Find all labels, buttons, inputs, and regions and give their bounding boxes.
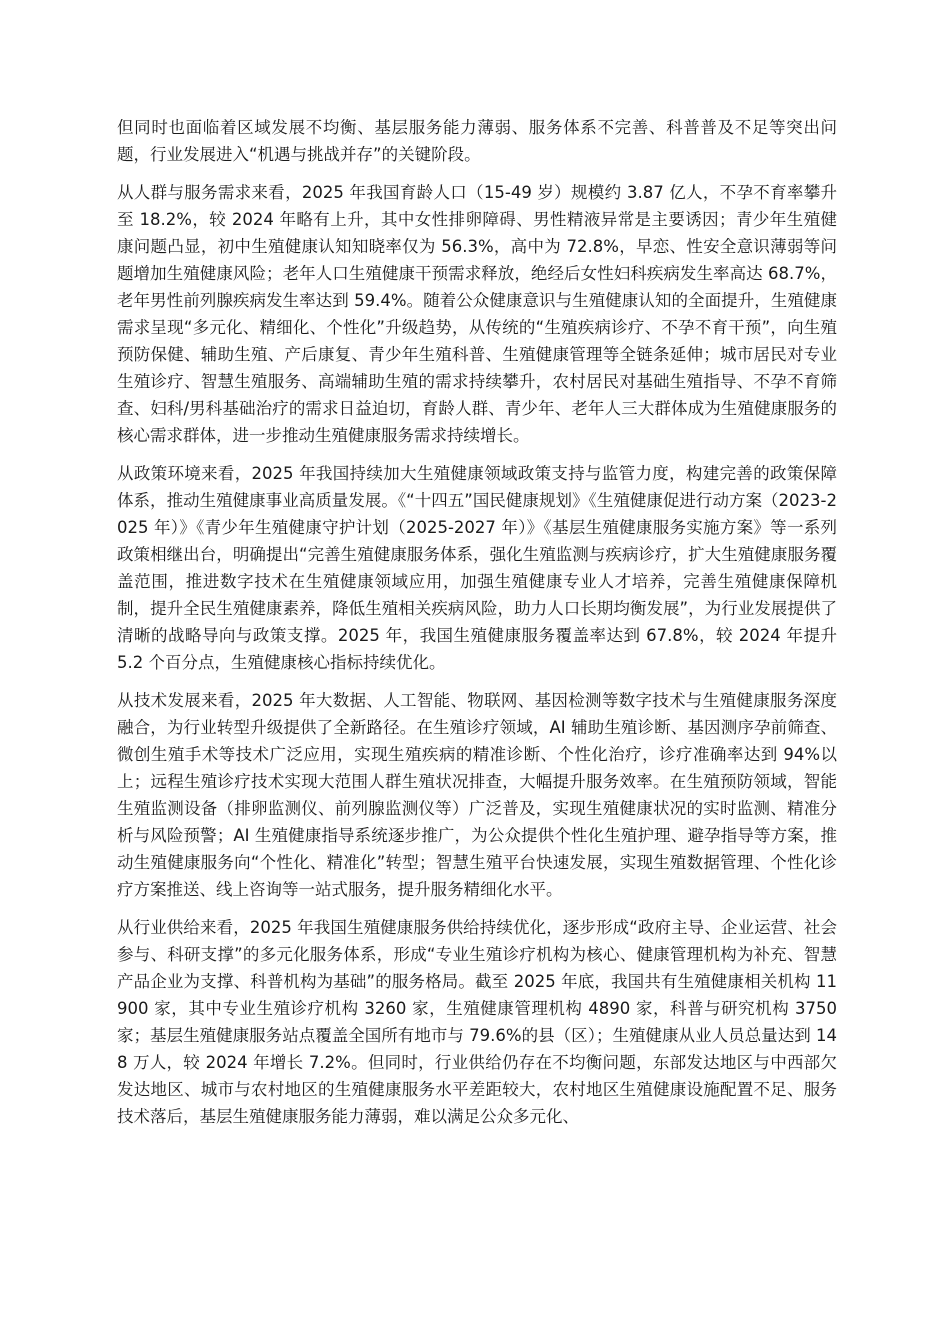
paragraph-industry-supply: 从行业供给来看，2025 年我国生殖健康服务供给持续优化，逐步形成“政府主导、企业运营、社会参与、科研支撑”的多元化服务体系，形成“专业生殖诊疗机构为核心、健康管理机构为补充、智慧产品企业为支撑、科普机构为基础”的服务格局。截至 2025 年底，我国共有生殖健康相关机构 11900 家，其中专业生殖诊疗机构 3260 家，生殖健康管理机构 4890 家，科普与研究机构 3750 家；基层生殖健康服务站点覆盖全国所有地市与 79.6%的县（区）；生殖健康从业人员总量达到 148 万人，较 2024 年增长 7.2%。但同时，行业供给仍存在不均衡问题，东部发达地区与中西部欠发达地区、城市与农村地区的生殖健康服务水平差距较大，农村地区生殖健康设施配置不足、服务技术落后，基层生殖健康服务能力薄弱，难以满足公众多元化、: [117, 918, 837, 1126]
paragraph-intro-continuation: 但同时也面临着区域发展不均衡、基层服务能力薄弱、服务体系不完善、科普普及不足等突出问题，行业发展进入“机遇与挑战并存”的关键阶段。: [117, 118, 837, 164]
paragraph-population-demand: 从人群与服务需求来看，2025 年我国育龄人口（15-49 岁）规模约 3.87 亿人，不孕不育率攀升至 18.2%，较 2024 年略有上升，其中女性排卵障碍、男性精液异常是主要诱因；青少年生殖健康问题凸显，初中生殖健康认知知晓率仅为 56.3%，高中为 72.8%，早恋、性安全意识薄弱等问题增加生殖健康风险；老年人口生殖健康干预需求释放，绝经后女性妇科疾病发生率高达 68.7%，老年男性前列腺疾病发生率达到 59.4%。随着公众健康意识与生殖健康认知的全面提升，生殖健康需求呈现“多元化、精细化、个性化”升级趋势，从传统的“生殖疾病诊疗、不孕不育干预”，向生殖预防保健、辅助生殖、产后康复、青少年生殖科普、生殖健康管理等全链条延伸；城市居民对专业生殖诊疗、智慧生殖服务、高端辅助生殖的需求持续攀升，农村居民对基础生殖指导、不孕不育筛查、妇科/男科基础治疗的需求日益迫切，育龄人群、青少年、老年人三大群体成为生殖健康服务的核心需求群体，进一步推动生殖健康服务需求持续增长。: [117, 183, 837, 445]
paragraph-policy-environment: 从政策环境来看，2025 年我国持续加大生殖健康领域政策支持与监管力度，构建完善的政策保障体系，推动生殖健康事业高质量发展。《“十四五”国民健康规划》《生殖健康促进行动方案（2023-2025 年）》《青少年生殖健康守护计划（2025-2027 年）》《基层生殖健康服务实施方案》等一系列政策相继出台，明确提出“完善生殖健康服务体系，强化生殖监测与疾病诊疗，扩大生殖健康服务覆盖范围，推进数字技术在生殖健康领域应用，加强生殖健康专业人才培养，完善生殖健康保障机制，提升全民生殖健康素养，降低生殖相关疾病风险，助力人口长期均衡发展”，为行业发展提供了清晰的战略导向与政策支撑。2025 年，我国生殖健康服务覆盖率达到 67.8%，较 2024 年提升 5.2 个百分点，生殖健康核心指标持续优化。: [117, 464, 837, 672]
paragraph-technology-development: 从技术发展来看，2025 年大数据、人工智能、物联网、基因检测等数字技术与生殖健康服务深度融合，为行业转型升级提供了全新路径。在生殖诊疗领域，AI 辅助生殖诊断、基因测序孕前筛查、微创生殖手术等技术广泛应用，实现生殖疾病的精准诊断、个性化治疗，诊疗准确率达到 94%以上；远程生殖诊疗技术实现大范围人群生殖状况排查，大幅提升服务效率。在生殖预防领域，智能生殖监测设备（排卵监测仪、前列腺监测仪等）广泛普及，实现生殖健康状况的实时监测、精准分析与风险预警；AI 生殖健康指导系统逐步推广，为公众提供个性化生殖护理、避孕指导等方案，推动生殖健康服务向“个性化、精准化”转型；智慧生殖平台快速发展，实现生殖数据管理、个性化诊疗方案推送、线上咨询等一站式服务，提升服务精细化水平。: [117, 691, 837, 899]
document-body: [117, 114, 837, 1141]
